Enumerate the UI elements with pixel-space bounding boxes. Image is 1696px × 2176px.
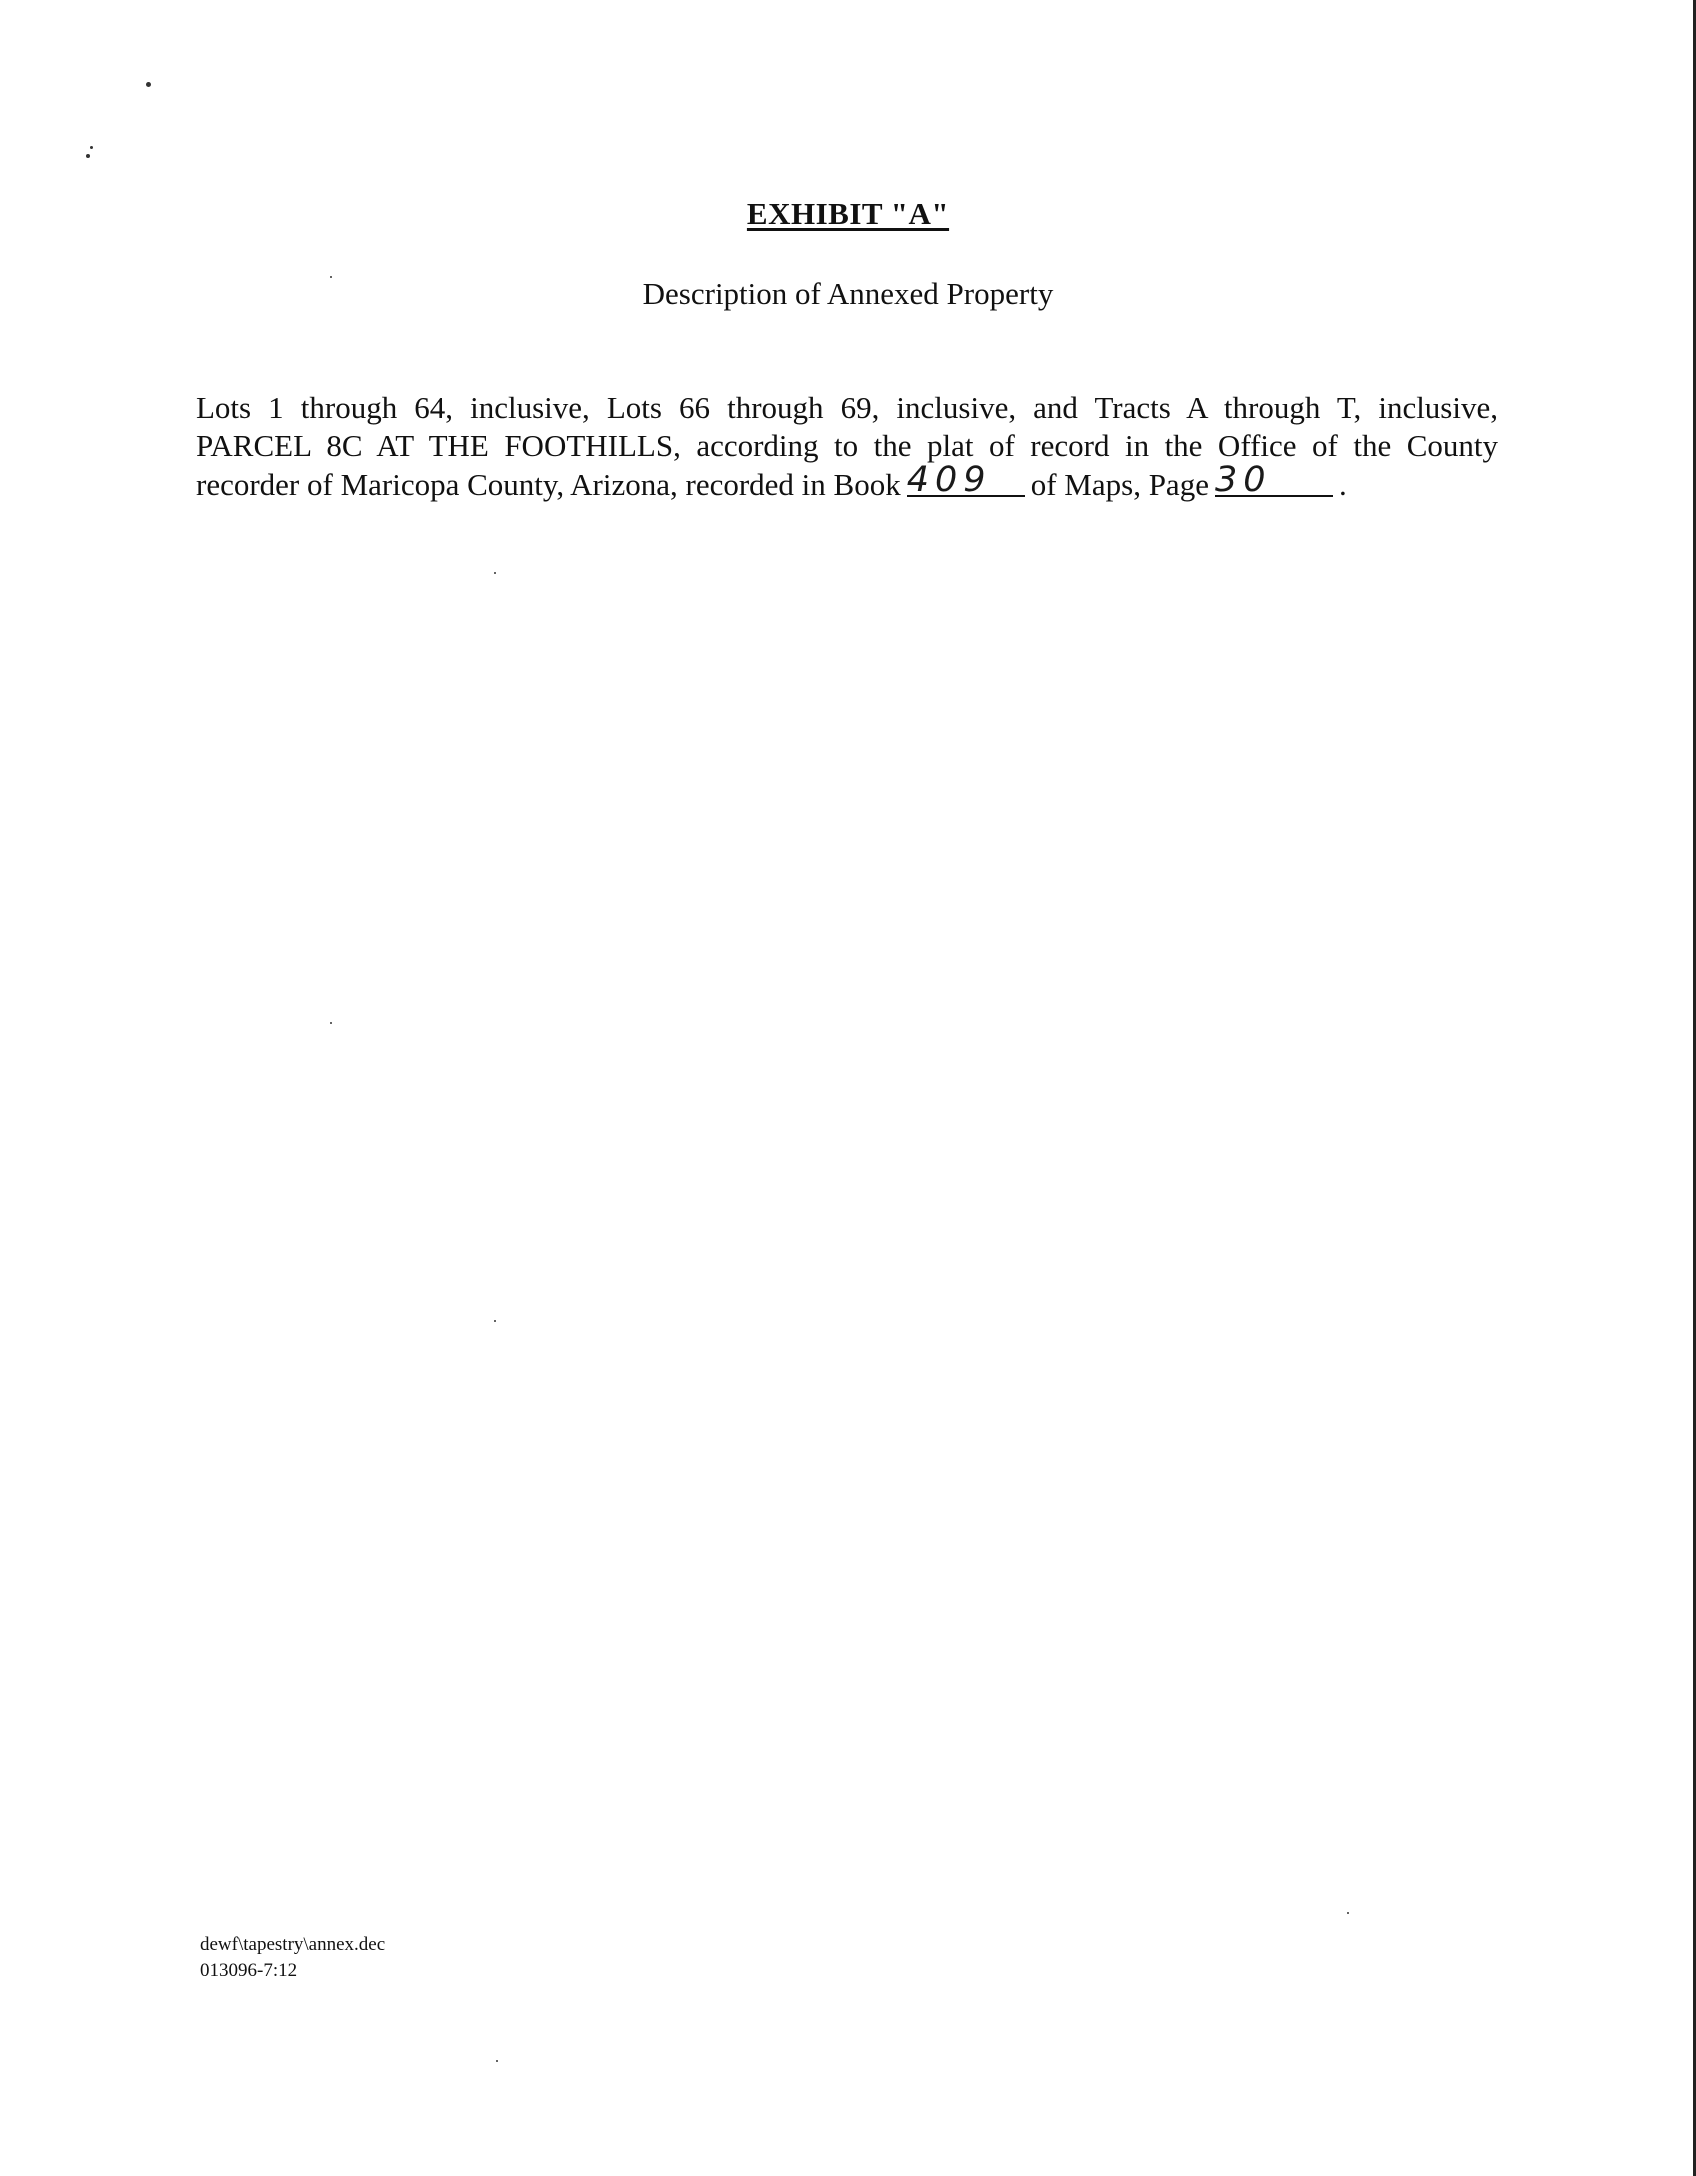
description-line-1: Lots 1 through 64, inclusive, Lots 66 through 69, inclusive, and Tracts A through T, inclusive, bbox=[196, 390, 1498, 425]
description-line-2: PARCEL 8C AT THE FOOTHILLS, according to the plat of record in the Office of the County bbox=[196, 428, 1498, 463]
sentence-period: . bbox=[1338, 467, 1347, 502]
scan-speck bbox=[330, 1022, 332, 1024]
footer-code: 013096-7:12 bbox=[200, 1960, 298, 1981]
page-number-handwritten: 30 bbox=[1214, 460, 1272, 500]
description-line-3-text: recorder of Maricopa County, Arizona, recorded in Book bbox=[196, 467, 901, 502]
scan-speck bbox=[496, 2060, 498, 2062]
exhibit-title: EXHIBIT "A" bbox=[746, 196, 950, 231]
scan-speck bbox=[494, 1320, 496, 1322]
exhibit-subtitle: Description of Annexed Property bbox=[642, 276, 1054, 311]
maps-page-text: of Maps, Page bbox=[1030, 467, 1209, 502]
scan-speck bbox=[494, 572, 496, 574]
property-description bbox=[196, 389, 1498, 504]
scan-speck bbox=[1347, 1912, 1349, 1914]
scan-speck bbox=[86, 154, 90, 158]
document-footer bbox=[200, 1932, 385, 1984]
description-line-3 bbox=[196, 460, 1498, 504]
scan-speck bbox=[90, 146, 93, 149]
footer-file-path: dewf\tapestry\annex.dec bbox=[200, 1934, 386, 1955]
page-number-blank bbox=[1214, 460, 1333, 500]
book-number-blank bbox=[906, 460, 1025, 500]
book-number-handwritten: 409 bbox=[906, 460, 992, 500]
scan-speck bbox=[146, 82, 151, 87]
